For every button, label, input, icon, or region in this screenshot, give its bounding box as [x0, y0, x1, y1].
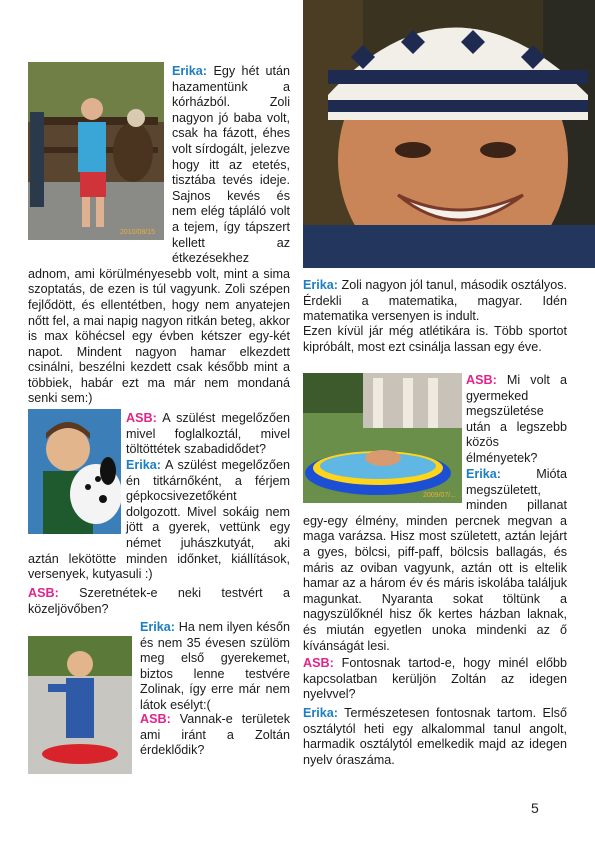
photo-wrap-spacer [28, 636, 140, 728]
speaker-label: ASB: [28, 586, 59, 600]
speaker-label: Erika: [466, 467, 502, 481]
speaker-label: ASB: [303, 656, 334, 670]
paragraph-asb-before-birth [126, 411, 290, 458]
speaker-label: Erika: [140, 620, 176, 634]
speaker-label: ASB: [466, 373, 497, 387]
question-text: A szülést megelőzően mivel foglalkoztál, mivel töltöttétek szabadidődet? [126, 411, 290, 457]
answer-text: A szülést megelőzően én titkárnőként, a férjem gépkocsivezetőként dolgozott. Mivel sokáig nem jött a gyerek, vettünk egy német juhászkutyát, aki aztán lekötötte minden időnket, kiállítások, versenyek, kutyasuli :) [28, 458, 290, 582]
photo-boy-knit-hat [303, 0, 595, 268]
paragraph-asb-sibling [28, 586, 290, 617]
photo-wrap-spacer [28, 458, 126, 538]
question-text: Mi volt a gyermeked megszületése után a legszebb közös élményetek? [466, 373, 568, 465]
answer-text: Természetesen fontosnak tartom. Első osztálytól heti egy alkalommal tanul angolt, harmadik osztálytól emelkedik majd az idegen nyelv óraszáma. [303, 706, 567, 767]
answer-text: Mióta megszületett, minden pillanat egy-egy élmény, minden percnek megvan a maga varázsa. Hisz most született, aztán lejárt a gyes, bölcsi, piff-paff, bölcsis ballagás, és máris az oviban vagyunk, aztán ott is eltelik hamar az a három év és máris iskolába találjuk magunkat. Nyaranta sokat töltünk a nagyszülőknél hisz ők kertes házban laknak, és miután egyetlen unoka mindenki az ő kívánságát lesi. [303, 467, 567, 653]
question-text: Szeretnétek-e neki testvért a közeljövőben? [28, 586, 290, 616]
answer-text: Ezen kívül jár még atlétikára is. Több sportot kipróbált, most ezt csinálja lassan egy éve. [303, 324, 567, 354]
speaker-label: Erika: [303, 278, 339, 292]
speaker-label: Erika: [303, 706, 339, 720]
paragraph-erika-memory [303, 467, 567, 654]
question-text: Vannak-e területek ami iránt a Zoltán érdeklődik? [140, 712, 291, 758]
photo-wrap-spacer [28, 64, 172, 252]
paragraph-erika-before-birth [28, 458, 290, 583]
paragraph-erika-school [303, 278, 567, 325]
paragraph-asb-interests [140, 712, 290, 759]
photo-wrap-spacer [303, 467, 466, 513]
speaker-label: Erika: [172, 64, 208, 78]
page-number: 5 [531, 800, 539, 816]
question-text: Fontosnak tartod-e, hogy minél előbb kapcsolatban kerüljön Zoltán az idegen nyelvvel? [303, 656, 568, 702]
paragraph-asb-language [303, 656, 567, 703]
paragraph-erika-hospital [28, 64, 290, 407]
answer-text: Zoli nagyon jól tanul, második osztályos. Érdekli a matematika, magyar. Idén matematika versenyen is indult. [303, 278, 567, 324]
answer-text: Ha nem ilyen későn és nem 35 évesen szülöm meg első gyerekemet, biztos lenne testvére Zolinak, így erre már nem látok esélyt:( [140, 620, 290, 712]
eagle-photo-date: 2010/08/15 [120, 229, 156, 236]
speaker-label: ASB: [140, 712, 171, 726]
paragraph-asb-memory [466, 373, 567, 467]
paragraph-erika-language [303, 706, 567, 768]
speaker-label: Erika: [126, 458, 162, 472]
speaker-label: ASB: [126, 411, 157, 425]
pool-photo-date: 2009/07/... [423, 492, 457, 499]
paragraph-erika-sport [303, 324, 567, 355]
answer-text: Egy hét után hazamentünk a kórházból. Zoli nagyon jó baba volt, csak ha fázott, éhes volt sírdogált, jelezve hogy itt az etetés, tisztába tevés ideje. Sajnos kevés és nem elég tápláló volt a tejem, így tápszert kellett az étkezésekhez adnom, ami körülményesebb volt, mint a sima szoptatás, de ezen is túl vagyunk. Zoli szépen fejlődött, és ellentétben, hogy nem anyatejen nőtt fel, a mai napig nagyon ritkán beteg, akkor is max köhécsel egy évben kétszer egy-két napot. Mindent nagyon hamar elkezdett csinálni, beszélni kezdett csak később mint a többiek, habár ezt ma már nem mondaná senki sem:) [28, 64, 290, 406]
